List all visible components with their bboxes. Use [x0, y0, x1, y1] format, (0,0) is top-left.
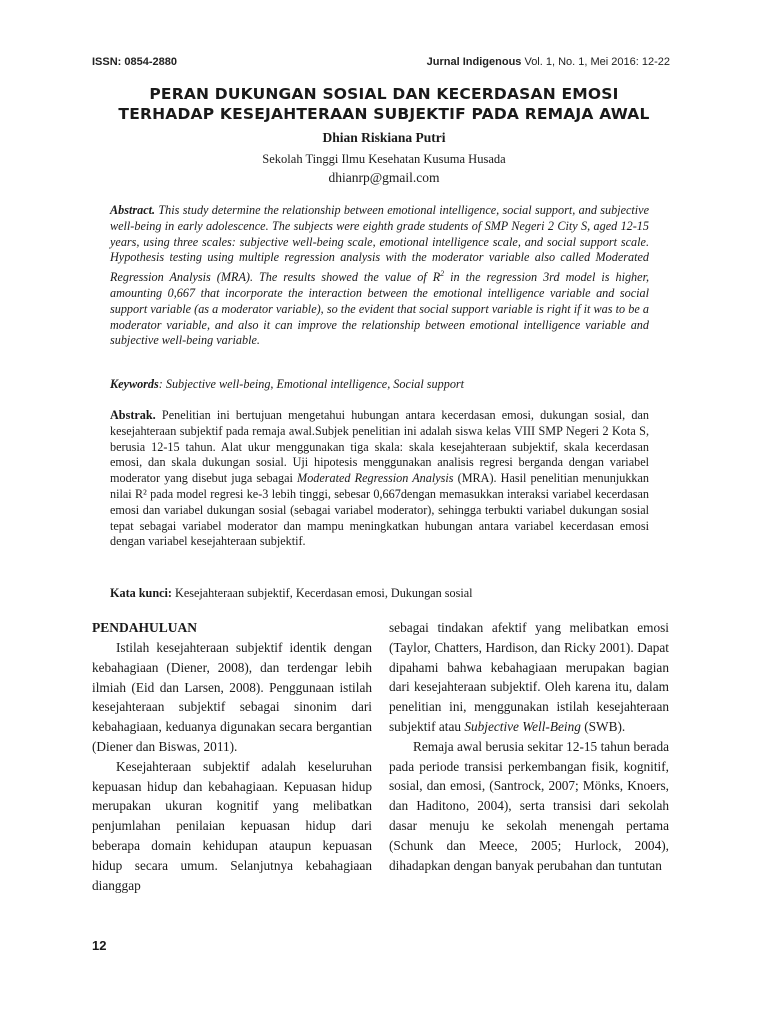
keywords-indonesian	[110, 586, 649, 602]
section-heading: PENDAHULUAN	[92, 620, 198, 635]
paragraph-text-part-2: (SWB).	[580, 718, 626, 734]
running-header	[92, 56, 670, 68]
keywords-english	[110, 377, 649, 393]
abstrak-text-part-1: Penelitian ini bertujuan mengetahui hubungan antara kecerdasan emosi, dukungan sosial, dan kesejahteraan subjektif pada remaja awal.Subjek penelitian ini adalah siswa kelas VIII SMP Negeri 2 Kota S, berusia 12-15 tahun. Alat ukur menggunakan tiga skala: skala kesejahteraan subjektif, skala kecerdasan emosi, dan skala dukungan sosial. Uji hipotesis menggunakan analisis regresi berganda dengan variabel moderator yang disebut juga sebagai	[110, 408, 649, 486]
keywords-text: : Subjective well-being, Emotional intelligence, Social support	[158, 377, 465, 391]
title-line-2: TERHADAP KESEJAHTERAAN SUBJEKTIF PADA REMAJA AWAL	[118, 105, 650, 123]
abstrak-italic-term: Moderated Regression Analysis	[297, 471, 454, 486]
paragraph-text-part-1: sebagai tindakan afektif yang melibatkan emosi (Taylor, Chatters, Hardison, dan Ricky 2001). Dapat dipahami bahwa kebahagiaan merupakan bagian dari kesejahteraan subjektif. Oleh karena itu, dalam penelitian ini, menggunakan istilah kesejahteraan subjektif atau	[389, 620, 669, 734]
abstract-indonesian	[110, 408, 649, 550]
paragraph-italic-term: Subjective Well-Being	[464, 718, 581, 734]
abstract-english	[110, 203, 649, 349]
author-affiliation: Sekolah Tinggi Ilmu Kesehatan Kusuma Husada	[262, 152, 506, 166]
abstract-text-part-1: This study determine the relationship between emotional intelligence, social support, and subjective well-being in early adolescence. The subjects were eighth grade students of SMP Negeri 2 City S, aged 12-15 years, using three scales: subjective well-being scale, emotional intelligence scale, and social support scale. Hypothesis testing using multiple regression analysis with the moderator variable also called Moderated Regression Analysis (MRA). The results showed the value of R	[110, 203, 649, 285]
journal-details: Vol. 1, No. 1, Mei 2016: 12-22	[521, 56, 670, 68]
paragraph: Kesejahteraan subjektif adalah keseluruhan kepuasan hidup dan kebahagiaan. Kepuasan hidup merupakan ukuran kognitif yang melibatkan penjumlahan penilaian kepuasan hidup dari beberapa domain kehidupan ataupun kepuasan hidup secara umum. Selanjutnya kebahagiaan dianggap	[92, 758, 372, 893]
journal-citation	[427, 56, 670, 68]
body-column-left	[92, 618, 372, 895]
kata-kunci-label: Kata kunci:	[110, 586, 172, 600]
page-number: 12	[92, 938, 107, 953]
keywords-label: Keywords	[110, 377, 159, 391]
abstract-superscript: 2	[440, 269, 445, 279]
author-name: Dhian Riskiana Putri	[322, 130, 446, 145]
abstract-label: Abstract.	[110, 203, 156, 217]
journal-name: Jurnal Indigenous	[426, 56, 522, 68]
body-column-right	[389, 618, 669, 875]
title-line-1: PERAN DUKUNGAN SOSIAL DAN KECERDASAN EMOSI	[149, 85, 619, 103]
kata-kunci-text: Kesejahteraan subjektif, Kecerdasan emosi, Dukungan sosial	[171, 586, 473, 600]
paragraph: Istilah kesejahteraan subjektif identik dengan kebahagiaan (Diener, 2008), dan terdengar lebih ilmiah (Eid dan Larsen, 2008). Penggunaan istilah kesejahteraan subjektif sebagai sinonim dari kebahagiaan, keduanya digunakan secara bergantian (Diener dan Biswas, 2011).	[92, 640, 372, 754]
issn: ISSN: 0854-2880	[92, 56, 177, 68]
abstrak-text-part-2: (MRA). Hasil penelitian menunjukkan nilai R² pada model regresi ke-3 lebih tinggi, sebesar 0,667dengan memasukkan interaksi variabel kecerdasan emosi dan variabel dukungan sosial (sebagai variabel moderator), sehingga terbukti variabel dukungan sosial tepat sebagai variabel moderator dan mampu meningkatkan hubungan antara variabel kecerdasan emosi dengan variabel kesejahteraan subjektif.	[110, 471, 650, 549]
abstrak-label: Abstrak.	[110, 408, 156, 422]
paper-title	[60, 84, 708, 124]
paragraph: Remaja awal berusia sekitar 12-15 tahun berada pada periode transisi perkembangan fisik, kognitif, sosial, dan emosi, (Santrock, 2007; Mönks, Knoers, dan Haditono, 2004), serta transisi dari sekolah dasar menuju ke sekolah menengah pertama (Schunk dan Meece, 2005; Hurlock, 2004), dihadapkan dengan banyak perubahan dan tuntutan	[389, 738, 669, 873]
abstract-text-part-2: in the regression 3rd model is higher, amounting 0,667 that incorporate the interaction between the emotional intelligence variable and social support variable (as a moderator variable), so the evident that social support variable is right if it was to be a moderator variable, and also it can improve the relationship between emotional intelligence variable and subjective well-being variable.	[110, 270, 650, 348]
paragraph	[389, 618, 669, 737]
author-email: dhianrp@gmail.com	[328, 170, 440, 185]
